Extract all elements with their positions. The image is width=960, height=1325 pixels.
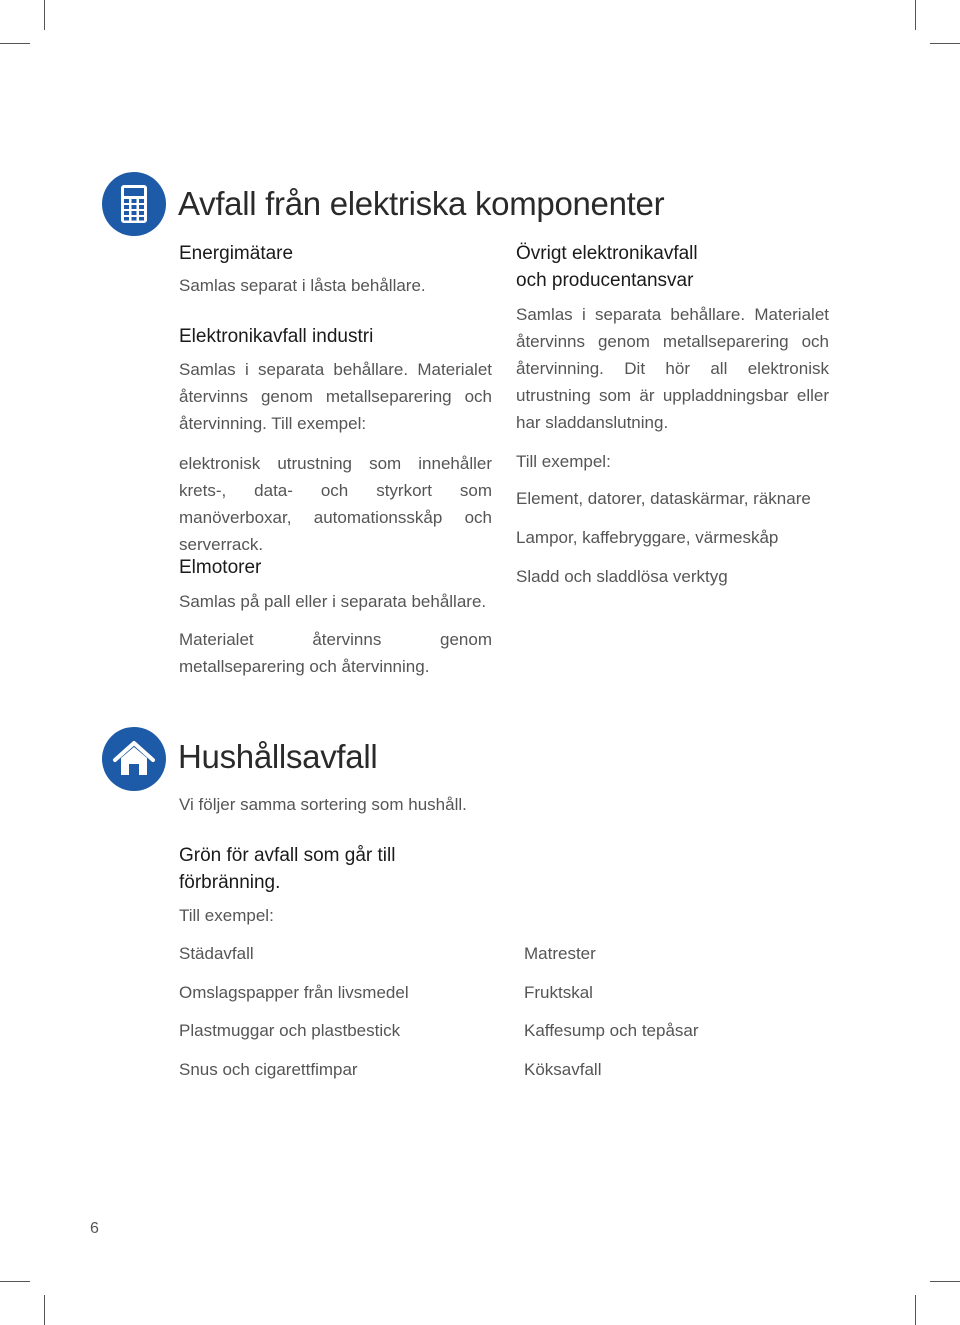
text-ovrigt: Samlas i separata behållare. Materialet återvinns genom metallseparering och återvinning. Dit hör all elektronisk utrustning som är uppladdningsbar eller har sladdanslutning.	[516, 305, 829, 432]
heading-industri: Elektronikavfall industri	[179, 326, 374, 347]
list-item: Sladd och sladdlösa verktyg	[516, 567, 728, 586]
list-item: Fruktskal	[524, 983, 593, 1002]
crop-mark	[0, 43, 30, 44]
heading-ovrigt-line2: och producentansvar	[516, 270, 694, 291]
example-label-ovrigt: Till exempel:	[516, 452, 611, 471]
section-title: Avfall från elektriska komponenter	[178, 185, 665, 222]
heading-energimatare: Energimätare	[179, 243, 294, 264]
crop-mark	[930, 1281, 960, 1282]
intro-text: Vi följer samma sortering som hushåll.	[179, 795, 467, 814]
list-item: Lampor, kaffebryggare, värmeskåp	[516, 528, 779, 547]
crop-mark	[44, 1295, 45, 1325]
crop-mark	[44, 0, 45, 30]
calculator-icon	[102, 172, 166, 236]
example-industri: elektronisk utrustning som innehåller krets-, data- och styrkort som manöverboxar, automationsskåp och serverrack.	[179, 454, 492, 554]
list-item: Omslagspapper från livsmedel	[179, 983, 409, 1002]
list-item: Köksavfall	[524, 1060, 602, 1079]
subheading-line1: Grön för avfall som går till	[179, 845, 396, 866]
crop-mark	[930, 43, 960, 44]
list-item: Kaffesump och tepåsar	[524, 1021, 699, 1040]
text-industri: Samlas i separata behållare. Materialet återvinns genom metallseparering och återvinning. Till exempel:	[179, 360, 492, 433]
text-elmotorer-2: Materialet återvinns genom metallseparering och återvinning.	[179, 630, 492, 676]
list-item: Matrester	[524, 944, 596, 963]
crop-mark	[915, 0, 916, 30]
crop-mark	[0, 1281, 30, 1282]
example-label: Till exempel:	[179, 906, 274, 925]
list-item: Städavfall	[179, 944, 254, 963]
subheading-line2: förbränning.	[179, 872, 281, 893]
crop-mark	[915, 1295, 916, 1325]
text-elmotorer-1: Samlas på pall eller i separata behållare.	[179, 592, 487, 611]
page-number: 6	[90, 1220, 99, 1237]
list-item: Snus och cigarettfimpar	[179, 1060, 358, 1079]
heading-elmotorer: Elmotorer	[179, 557, 262, 578]
list-item: Plastmuggar och plastbestick	[179, 1021, 401, 1040]
house-icon	[102, 727, 166, 791]
section-title: Hushållsavfall	[178, 738, 378, 775]
heading-ovrigt-line1: Övrigt elektronikavfall	[516, 243, 698, 264]
text-energimatare: Samlas separat i låsta behållare.	[179, 276, 426, 295]
list-item: Element, datorer, dataskärmar, räknare	[516, 489, 811, 508]
